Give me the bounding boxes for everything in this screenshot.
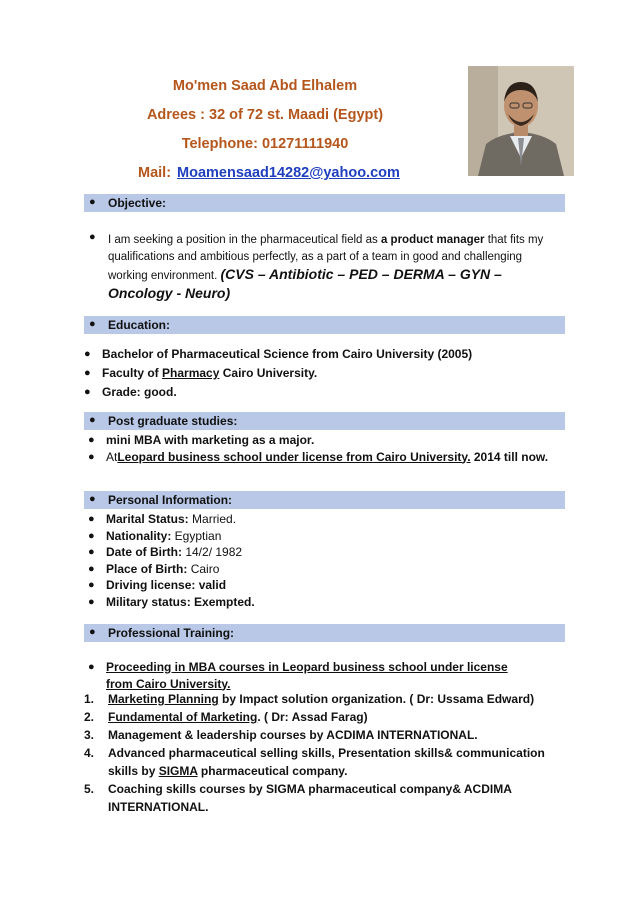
bullet-icon: ● [84, 367, 91, 379]
list-item [84, 594, 564, 611]
personal-section-header [84, 491, 565, 509]
section-title: Personal Information: [108, 493, 233, 507]
list-item-text: Military status: Exempted. [106, 594, 255, 609]
list-number: 1. [84, 692, 95, 706]
bullet-icon: ● [88, 513, 95, 525]
objective-text [108, 232, 563, 304]
portrait-image [468, 66, 574, 176]
bullet-icon: ● [89, 231, 96, 243]
list-item-text: Coaching skills courses by SIGMA pharmaceutical company& ACDIMA INTERNATIONAL. [108, 782, 512, 814]
list-item-text: Advanced pharmaceutical selling skills, Presentation skills& communication skills by [108, 746, 545, 778]
field-value: Cairo [187, 561, 220, 576]
training-section-header [84, 624, 565, 642]
bullet-icon: ● [88, 562, 95, 575]
bullet-icon: ● [89, 196, 96, 208]
bullet-icon: ● [84, 386, 91, 398]
field-value: 14/2/ 1982 [182, 545, 243, 559]
bullet-icon: ● [88, 661, 95, 673]
list-number: 5. [84, 782, 95, 796]
list-item [84, 577, 564, 594]
list-item [84, 726, 564, 744]
objective-role: a product manager [380, 234, 485, 246]
list-item [84, 561, 564, 578]
candidate-name: Mo'men Saad Abd Elhalem [172, 78, 358, 94]
list-item [84, 528, 564, 545]
field-value: Egyptian [171, 528, 222, 543]
objective-section-header [84, 194, 565, 212]
field-label: Place of Birth: [106, 561, 188, 576]
list-item-text: Pharmacy [162, 366, 220, 380]
education-list [80, 346, 560, 401]
list-item [84, 544, 564, 561]
training-bullet [84, 659, 534, 692]
list-item-text: Management & leadership courses by ACDIMA INTERNATIONAL. [108, 728, 478, 742]
section-title: Post graduate studies: [108, 414, 238, 428]
postgrad-section-header [84, 412, 565, 430]
list-item-text: Marketing Planning [108, 692, 219, 706]
list-item [84, 708, 564, 726]
list-item-text: Leopard business school under license from Cairo University. [117, 449, 471, 464]
list-item [80, 365, 560, 382]
list-item-text: . ( Dr: Assad Farag) [257, 710, 368, 724]
field-label: Nationality: [106, 528, 172, 543]
list-item [84, 449, 564, 466]
bullet-icon: ● [88, 595, 95, 608]
list-item [80, 346, 560, 363]
list-item-text: mini MBA with marketing as a major. [106, 433, 315, 447]
objective-specialties: (CVS – Antibiotic – PED – DERMA – GYN – Oncology - Neuro) [108, 266, 502, 301]
list-number: 3. [84, 728, 95, 742]
bullet-icon: ● [88, 546, 95, 558]
bullet-icon: ● [89, 414, 96, 426]
list-number: 4. [84, 746, 95, 760]
list-item [84, 690, 564, 708]
field-value: Married. [188, 512, 237, 526]
bullet-icon: ● [89, 318, 96, 330]
list-item-text: Fundamental of Marketing [108, 710, 258, 724]
list-item-text: Faculty of [102, 366, 163, 380]
list-item-text: Bachelor of Pharmaceutical Science from Cairo University (2005) [102, 347, 473, 361]
mail-label: Mail: [138, 165, 172, 181]
list-item [84, 432, 564, 449]
field-label: Date of Birth: [106, 545, 182, 559]
section-title: Professional Training: [108, 626, 235, 640]
list-item-text: 2014 till now. [470, 449, 549, 464]
list-item [84, 659, 534, 692]
postgrad-list [84, 432, 564, 465]
field-label: Marital Status: [106, 512, 189, 526]
email-link[interactable]: Moamensaad14282@yahoo.com [177, 165, 400, 181]
list-item [84, 744, 564, 780]
address-line: Adrees : 32 of 72 st. Maadi (Egypt) [146, 107, 384, 123]
list-item-text: by Impact solution organization. ( Dr: Ussama Edward) [218, 692, 535, 706]
bullet-icon: ● [88, 579, 95, 591]
list-item-text: SIGMA [158, 764, 198, 778]
list-item [80, 384, 560, 401]
profile-photo [468, 66, 574, 176]
education-section-header [84, 316, 565, 334]
list-item [84, 511, 564, 528]
bullet-icon: ● [89, 493, 96, 505]
section-title: Education: [108, 318, 170, 332]
list-item-text: Cairo University. [219, 366, 318, 380]
objective-text-part: that fits my qualifications and ambitious perfectly, as a part of a team in good and challenging working environment. [108, 234, 544, 282]
list-item-text: Driving license: valid [106, 578, 227, 592]
bullet-icon: ● [88, 434, 95, 446]
bullet-icon: ● [88, 450, 95, 463]
personal-list [84, 511, 564, 610]
list-item-text: pharmaceutical company. [197, 764, 348, 778]
list-item [84, 780, 564, 816]
section-title: Objective: [108, 196, 167, 210]
list-item-text: At [106, 449, 118, 464]
bullet-icon: ● [89, 626, 96, 638]
list-item-text: Grade: good. [102, 385, 177, 399]
objective-text-part: I am seeking a position in the pharmaceutical field as [108, 234, 381, 246]
list-item-text: Proceeding in MBA courses in Leopard business school under license from Cairo University. [106, 660, 508, 691]
mail-line [138, 165, 400, 181]
telephone-line: Telephone: 01271111940 [181, 136, 349, 152]
bullet-icon: ● [88, 529, 95, 542]
bullet-icon: ● [84, 348, 91, 360]
list-number: 2. [84, 710, 95, 724]
training-list [84, 690, 564, 816]
